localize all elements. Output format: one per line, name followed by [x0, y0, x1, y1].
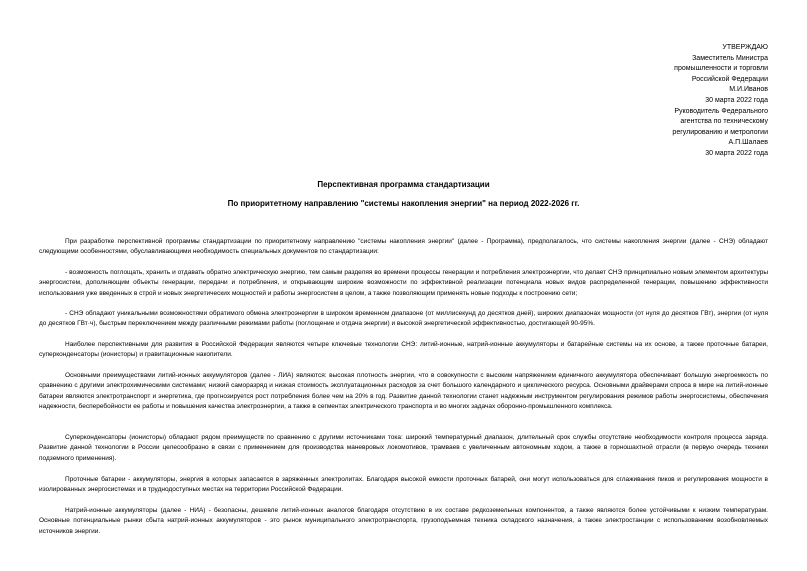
approval-line: Заместитель Министра — [692, 54, 768, 62]
paragraph-bullet-2: - СНЭ обладают уникальными возможностями обратимого обмена электроэнергии в широком временном диапазоне (от миллисекунд до десятков дней), широких диапазонах мощности (от нуля до десятков ГВт), энергии (от нуля до десятков ГВт·ч), быстрым переключением между различными режимами работы (поглощение и отдача энергии) и высокой энергетической эффективностью, достигающей 90-95%. — [39, 310, 768, 328]
approval-line: Руководитель Федерального — [674, 107, 768, 115]
approval-line: Российской Федерации — [691, 75, 768, 83]
approval-line: 30 марта 2022 года — [705, 96, 768, 104]
approval-line: агентства по техническому — [680, 118, 768, 126]
paragraph-sodium-ion: Натрий-ионные аккумуляторы (далее - НИА) - безопасны, дешевле литий-ионных аналогов благодаря отсутствию в их составе редкоземельных компонентов, а также являются более устойчивыми к низким температурам. Основные потенциальные рынки сбыта натрий-ионных аккумуляторов - это рынок муниципального электротранспорта, грузоподъемная техника складского назначения, а также электростанции с использованием возобновляемых источников энергии. — [39, 507, 768, 535]
approval-line: А.П.Шалаев — [728, 139, 768, 147]
paragraph-bullet-1: - возможность поглощать, хранить и отдавать обратно электрическую энергию, тем самым разделяя во времени процессы генерации и потребления электроэнергии, что делает СНЭ принципиально новым элементом архитектуры энергосистем, дополняющим объекты генерации, передачи и потребления, и открывающим широкие возможности по эффективной реализации потенциала новых видов распределенной генерации, повышению эффективности использования уже введенных в строй и новых энергетических мощностей и работы энергосистем в целом, а также позволяющим применять новые подходы к построению сети; — [39, 269, 768, 297]
approval-line: регулированию и метрологии — [672, 128, 768, 136]
approval-line: промышленности и торговли — [674, 65, 768, 73]
paragraph-flow-batteries: Проточные батареи - аккумуляторы, энергия в которых запасается в заряженных электролитах. Благодаря высокой емкости проточных батарей, они могут использоваться для сглаживания пиков и регулирования мощности в изолированных энергосистемах и в труднодоступных местах на территории Российской Федерации. — [39, 476, 768, 494]
paragraph-lithium-ion: Основными преимуществами литий-ионных аккумуляторов (далее - ЛИА) являются: высокая плотность энергии, что в совокупности с высоким напряжением единичного аккумулятора обеспечивает большую энергоемкость по сравнению с другими электрохимическими системами; низкий саморазряд и низкая стоимость эксплуатационных расходов за счет большого календарного и циклического ресурса. Основными драйверами спроса в мире на литий-ионные батареи являются электротранспорт и энергетика, где прогнозируется рост потребления более чем на 20% в год. Развитие данной технологии станет надежным инструментом регулирования режимов работы энергосистемы, обеспечения надежности, бесперебойности ее работы и повышения качества электроэнергии, а также в сегментах электрического транспорта и во многих задачах оборонно-промышленного комплекса. — [39, 372, 768, 411]
approval-line: М.И.Иванов — [729, 86, 768, 94]
paragraph-technologies: Наиболее перспективными для развития в Российской Федерации являются четыре ключевые технологии СНЭ: литий-ионные, натрий-ионные аккумуляторы и батарейные системы на их основе, а также проточные батареи, суперконденсаторы (ионисторы) и гравитационные накопители. — [39, 341, 768, 359]
approval-line: УТВЕРЖДАЮ — [722, 44, 768, 51]
approval-block — [568, 43, 768, 160]
document-subtitle: По приоритетному направлению "системы накопления энергии" на период 2022-2026 гг. — [227, 199, 580, 208]
document-title: Перспективная программа стандартизации — [317, 180, 490, 189]
paragraph-supercapacitors: Суперконденсаторы (ионисторы) обладают рядом преимуществ по сравнению с другими источниками тока: широкий температурный диапазон, длительный срок службы отсутствие необходимости контроля процесса заряда. Развитие данной технологии в России целесообразно в связи с применением для производства маневровых локомотивов, трамваев с увеличенным автономным ходом, а также в горношахтной отрасли (в первую очередь техники подземного применения). — [39, 434, 768, 462]
approval-line: 30 марта 2022 года — [705, 149, 768, 157]
paragraph-intro: При разработке перспективной программы стандартизации по приоритетному направлению "системы накопления энергии" (далее - Программа), предполагалось, что системы накопления энергии (далее - СНЭ) обладают следующими особенностями, обуславливающими необходимость специальных документов по стандартизации: — [39, 238, 768, 256]
